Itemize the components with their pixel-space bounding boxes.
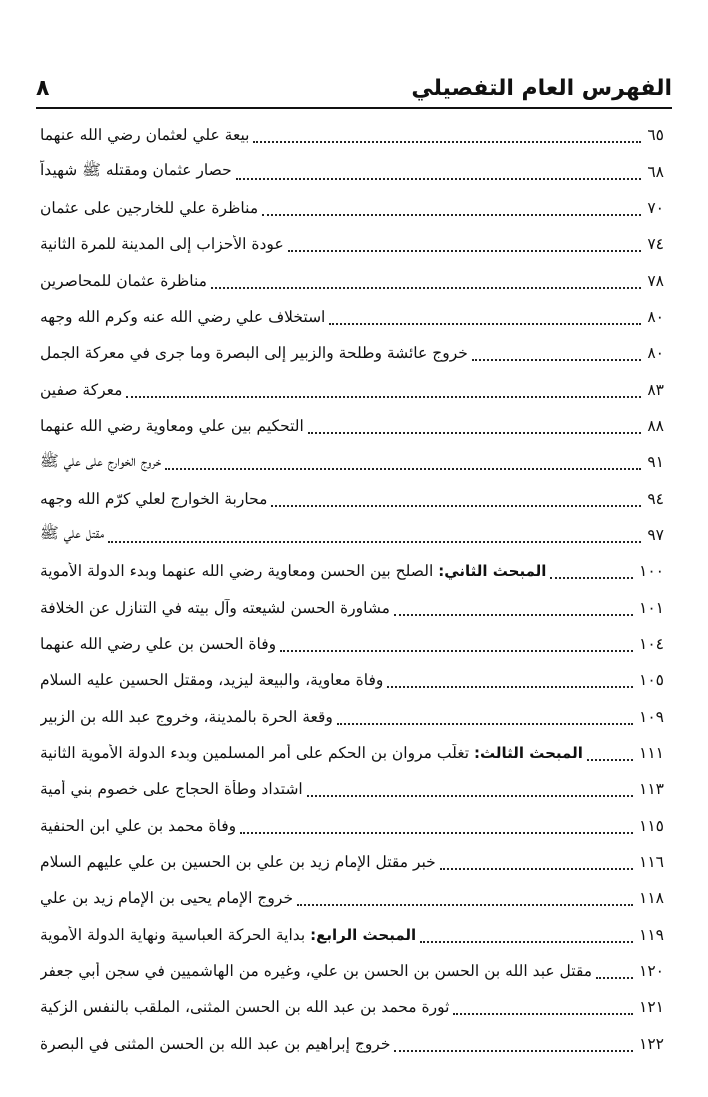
entry-title: مناظرة علي للخارجين على عثمان	[40, 198, 259, 217]
toc-section-row	[40, 735, 664, 771]
dot-leader	[440, 856, 633, 870]
toc-entry-row	[40, 371, 664, 407]
entry-title: بداية الحركة العباسية ونهاية الدولة الأموية	[40, 925, 311, 944]
toc-entry-text	[40, 817, 236, 835]
entry-title: وفاة الحسن بن علي رضي الله عنهما	[40, 634, 277, 653]
entry-title: خروج الخوارج على علي ﷺ	[40, 451, 162, 470]
entry-title: استخلاف علي رضي الله عنه وكرم الله وجهه	[40, 307, 326, 326]
entry-page-number: ١٢٠	[639, 962, 664, 981]
entry-page-number: ٧٤	[647, 235, 664, 254]
toc-entry-row	[40, 699, 664, 735]
toc-entry-text	[40, 308, 325, 326]
dot-leader	[387, 674, 633, 688]
toc-entry-text	[40, 1035, 390, 1053]
toc-entry-row	[40, 662, 664, 698]
toc-entry-row	[40, 589, 664, 625]
entry-title: تغلُّب مروان بن الحكم على أمر المسلمين وبدء الدولة الأموية الثانية	[40, 744, 474, 763]
toc-entry-row	[40, 444, 664, 480]
toc-entry-row	[40, 117, 664, 153]
toc-entry-text	[40, 780, 303, 798]
toc-entry-row	[40, 771, 664, 807]
entry-page-number: ٨٣	[647, 380, 664, 399]
entry-page-number: ٦٨	[647, 162, 664, 181]
entry-title: مقتل علي ﷺ	[40, 524, 105, 543]
entry-page-number: ١١٨	[639, 889, 664, 908]
dot-leader	[288, 238, 642, 252]
entry-page-number: ١١١	[639, 744, 664, 763]
page-number: ٨	[36, 75, 50, 101]
toc-entry-text	[40, 417, 304, 435]
entry-page-number: ١١٣	[639, 780, 664, 799]
dot-leader	[211, 275, 641, 289]
running-title: الفهرس العام التفصيلي	[411, 75, 672, 101]
toc-entry-text	[40, 853, 436, 871]
dot-leader	[337, 711, 633, 725]
entry-page-number: ٨٠	[647, 307, 664, 326]
dot-leader	[236, 166, 642, 180]
entry-title: مشاورة الحسن لشيعته وآل بيته في التنازل عن الخلافة	[40, 598, 390, 617]
dot-leader	[307, 783, 633, 797]
toc-entry-text	[40, 126, 249, 144]
toc-entry-row	[40, 880, 664, 916]
dot-leader	[596, 965, 633, 979]
entry-title: مناظرة عثمان للمحاصرين	[40, 271, 207, 290]
entry-page-number: ٧٨	[647, 271, 664, 290]
toc-entry-text	[40, 199, 258, 217]
toc-entry-row	[40, 480, 664, 516]
entry-page-number: ٩٤	[647, 489, 664, 508]
entry-page-number: ١٢١	[639, 998, 664, 1017]
entry-page-number: ٩١	[647, 453, 664, 472]
entry-page-number: ٨٠	[647, 344, 664, 363]
header-rule	[36, 107, 672, 109]
dot-leader	[108, 529, 641, 543]
entry-page-number: ١٠٩	[639, 707, 664, 726]
dot-leader	[271, 493, 641, 507]
dot-leader	[262, 202, 641, 216]
dot-leader	[329, 311, 641, 325]
dot-leader	[280, 638, 633, 652]
toc-entry-row	[40, 626, 664, 662]
entry-page-number: ١٠٥	[639, 671, 664, 690]
toc-entry-text	[40, 998, 449, 1016]
dot-leader	[394, 1038, 633, 1052]
entry-title: وفاة محمد بن علي ابن الحنفية	[40, 816, 237, 835]
entry-page-number: ١٠٤	[639, 634, 664, 653]
entry-title: مقتل عبد الله بن الحسن بن الحسن بن علي، وغيره من الهاشميين في سجن أبي جعفر	[40, 962, 593, 981]
entry-title: اشتداد وطأة الحجاج على خصوم بني أمية	[40, 780, 303, 799]
toc-entry-row	[40, 1026, 664, 1062]
entry-title: خبر مقتل الإمام زيد بن علي بن الحسين بن علي عليهم السلام	[40, 853, 436, 872]
entry-title: معركة صفين	[40, 380, 123, 399]
entry-page-number: ١١٦	[639, 853, 664, 872]
entry-title: خروج الإمام يحيى بن الإمام زيد بن علي	[40, 889, 294, 908]
entry-title: وقعة الحرة بالمدينة، وخروج عبد الله بن الزبير	[40, 707, 333, 726]
toc-entry-row	[40, 153, 664, 189]
toc-entry-text	[40, 451, 161, 474]
toc-entry-text	[40, 523, 104, 546]
toc-entry-row	[40, 844, 664, 880]
table-of-contents	[40, 117, 664, 1062]
toc-entry-text	[40, 160, 232, 183]
toc-entry-row	[40, 226, 664, 262]
toc-entry-row	[40, 262, 664, 298]
dot-leader	[394, 602, 633, 616]
toc-entry-row	[40, 517, 664, 553]
toc-entry-text	[40, 671, 383, 689]
entry-page-number: ١٢٢	[639, 1034, 664, 1053]
section-label: المبحث الرابع:	[310, 925, 417, 944]
toc-section-row	[40, 553, 664, 589]
dot-leader	[472, 347, 642, 361]
toc-entry-text	[40, 599, 390, 617]
toc-entry-text	[40, 889, 293, 907]
entry-title: خروج عائشة وطلحة والزبير إلى البصرة وما جرى في معركة الجمل	[40, 344, 468, 363]
section-label: المبحث الثالث:	[473, 744, 583, 763]
dot-leader	[308, 420, 642, 434]
entry-page-number: ٦٥	[647, 126, 664, 145]
toc-entry-text	[40, 635, 276, 653]
toc-entry-text	[40, 272, 207, 290]
toc-entry-text	[40, 708, 333, 726]
entry-page-number: ٩٧	[647, 525, 664, 544]
toc-entry-text	[40, 962, 592, 980]
dot-leader	[253, 129, 641, 143]
entry-page-number: ٨٨	[647, 416, 664, 435]
entry-title: التحكيم بين علي ومعاوية رضي الله عنهما	[40, 416, 304, 435]
entry-title: حصار عثمان ومقتله ﷺ شهيداً	[40, 161, 232, 180]
entry-title: وفاة معاوية، والبيعة ليزيد، ومقتل الحسين عليه السلام	[40, 671, 384, 690]
toc-entry-text	[40, 235, 284, 253]
dot-leader	[126, 384, 641, 398]
toc-entry-row	[40, 808, 664, 844]
entry-page-number: ١١٥	[639, 816, 664, 835]
entry-title: عودة الأحزاب إلى المدينة للمرة الثانية	[40, 235, 284, 254]
dot-leader	[297, 892, 633, 906]
toc-entry-text	[40, 926, 416, 944]
dot-leader	[453, 1001, 633, 1015]
dot-leader	[165, 456, 641, 470]
entry-page-number: ١٠٠	[639, 562, 664, 581]
section-label: المبحث الثاني:	[438, 562, 547, 581]
entry-title: محاربة الخوارج لعلي كرّم الله وجهه	[40, 489, 268, 508]
dot-leader	[420, 929, 633, 943]
toc-entry-text	[40, 381, 122, 399]
dot-leader	[240, 820, 633, 834]
dot-leader	[550, 565, 633, 579]
toc-entry-row	[40, 299, 664, 335]
entry-title: بيعة علي لعثمان رضي الله عنهما	[40, 126, 250, 145]
entry-page-number: ١١٩	[639, 925, 664, 944]
toc-entry-text	[40, 344, 468, 362]
toc-entry-text	[40, 490, 267, 508]
page-header	[36, 72, 672, 104]
toc-entry-row	[40, 989, 664, 1025]
entry-page-number: ١٠١	[639, 598, 664, 617]
toc-entry-row	[40, 953, 664, 989]
entry-title: خروج إبراهيم بن عبد الله بن الحسن المثنى في البصرة	[40, 1034, 391, 1053]
dot-leader	[587, 747, 633, 761]
toc-entry-row	[40, 190, 664, 226]
toc-entry-text	[40, 562, 546, 580]
entry-title: ثورة محمد بن عبد الله بن الحسن المثنى، الملقب بالنفس الزكية	[40, 998, 450, 1017]
toc-entry-row	[40, 335, 664, 371]
entry-title: الصلح بين الحسن ومعاوية رضي الله عنهما وبدء الدولة الأموية	[40, 562, 439, 581]
toc-entry-text	[40, 744, 583, 762]
toc-section-row	[40, 917, 664, 953]
entry-page-number: ٧٠	[647, 198, 664, 217]
toc-entry-row	[40, 408, 664, 444]
